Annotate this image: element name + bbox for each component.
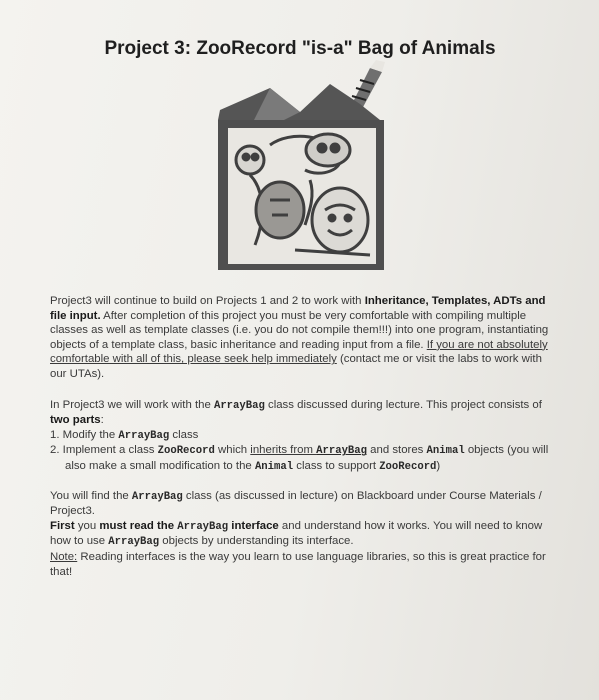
inherits-phrase: inherits from [250,444,317,457]
first-label: First [50,519,75,532]
bag-of-animals-illustration [210,60,390,280]
find-text-3: you [74,519,100,532]
seek-help-note: If you are not absolutely comfortable with all of this, please seek help immediately [50,338,548,366]
list-text: Implement a class [59,444,158,457]
code-arraybag: ArrayBag [118,429,170,442]
find-text-4: and understand how it works. You will need to know how to use [50,519,543,548]
bag-top [218,84,380,120]
list-item [50,428,560,444]
find-paragraph [50,489,560,580]
interface-label: interface [228,519,279,532]
intro-text-3: (contact me or visit the labs to work with our UTAs). [50,353,542,380]
list-number: 2. [50,444,60,457]
intro-paragraph [50,294,560,382]
code-zoorecord: ZooRecord [379,460,437,473]
find-text: You will find the [50,489,132,502]
parts-text: In Project3 we will work with the [50,398,214,411]
code-arraybag: ArrayBag [316,445,367,458]
parts-paragraph [50,398,560,428]
intro-text-2: After completion of this project you must be very comfortable with compiling multiple classes as well as template classes (i.e. you do not compile them!!!) into one program, instantiating objects of a template class, basic inheritance and reading input from a file. [50,309,549,351]
must-read-label: must read the [99,519,178,532]
list-item [50,443,560,474]
parts-text-2: class discussed during lecture. This project consists of [264,398,542,411]
code-animal: Animal [254,460,294,473]
intro-topics: Inheritance, Templates, ADTs and file input. [50,295,546,322]
list-text: objects (you will also make a small modification to the [65,444,549,472]
document-body [50,294,560,579]
list-text: class [169,428,199,441]
code-arraybag: ArrayBag [213,399,265,412]
note-label: Note: [50,550,78,563]
note-text: Reading interfaces is the way you learn to use language libraries, so this is great practice for that! [50,550,546,578]
list-text: which [214,444,251,457]
page-title: Project 3: ZooRecord "is-a" Bag of Animals [104,38,496,59]
code-zoorecord: ZooRecord [157,445,215,458]
list-text: Modify the [59,428,119,441]
list-text: ) [436,459,441,472]
two-parts-label: two parts [50,414,101,427]
list-text: class to support [293,459,380,472]
code-arraybag: ArrayBag [108,536,160,549]
list-text: and stores [367,444,427,457]
find-text-2: class (as discussed in lecture) on Blackboard under Course Materials / Project3. [50,489,542,518]
code-animal: Animal [426,445,465,458]
code-arraybag: ArrayBag [131,490,183,503]
find-text-5: objects by understanding its interface. [159,535,354,548]
list-number: 1. [50,428,60,441]
parts-text-3: : [100,414,104,427]
code-arraybag: ArrayBag [177,520,229,533]
intro-text: Project3 will continue to build on Projects 1 and 2 to work with [50,295,365,307]
